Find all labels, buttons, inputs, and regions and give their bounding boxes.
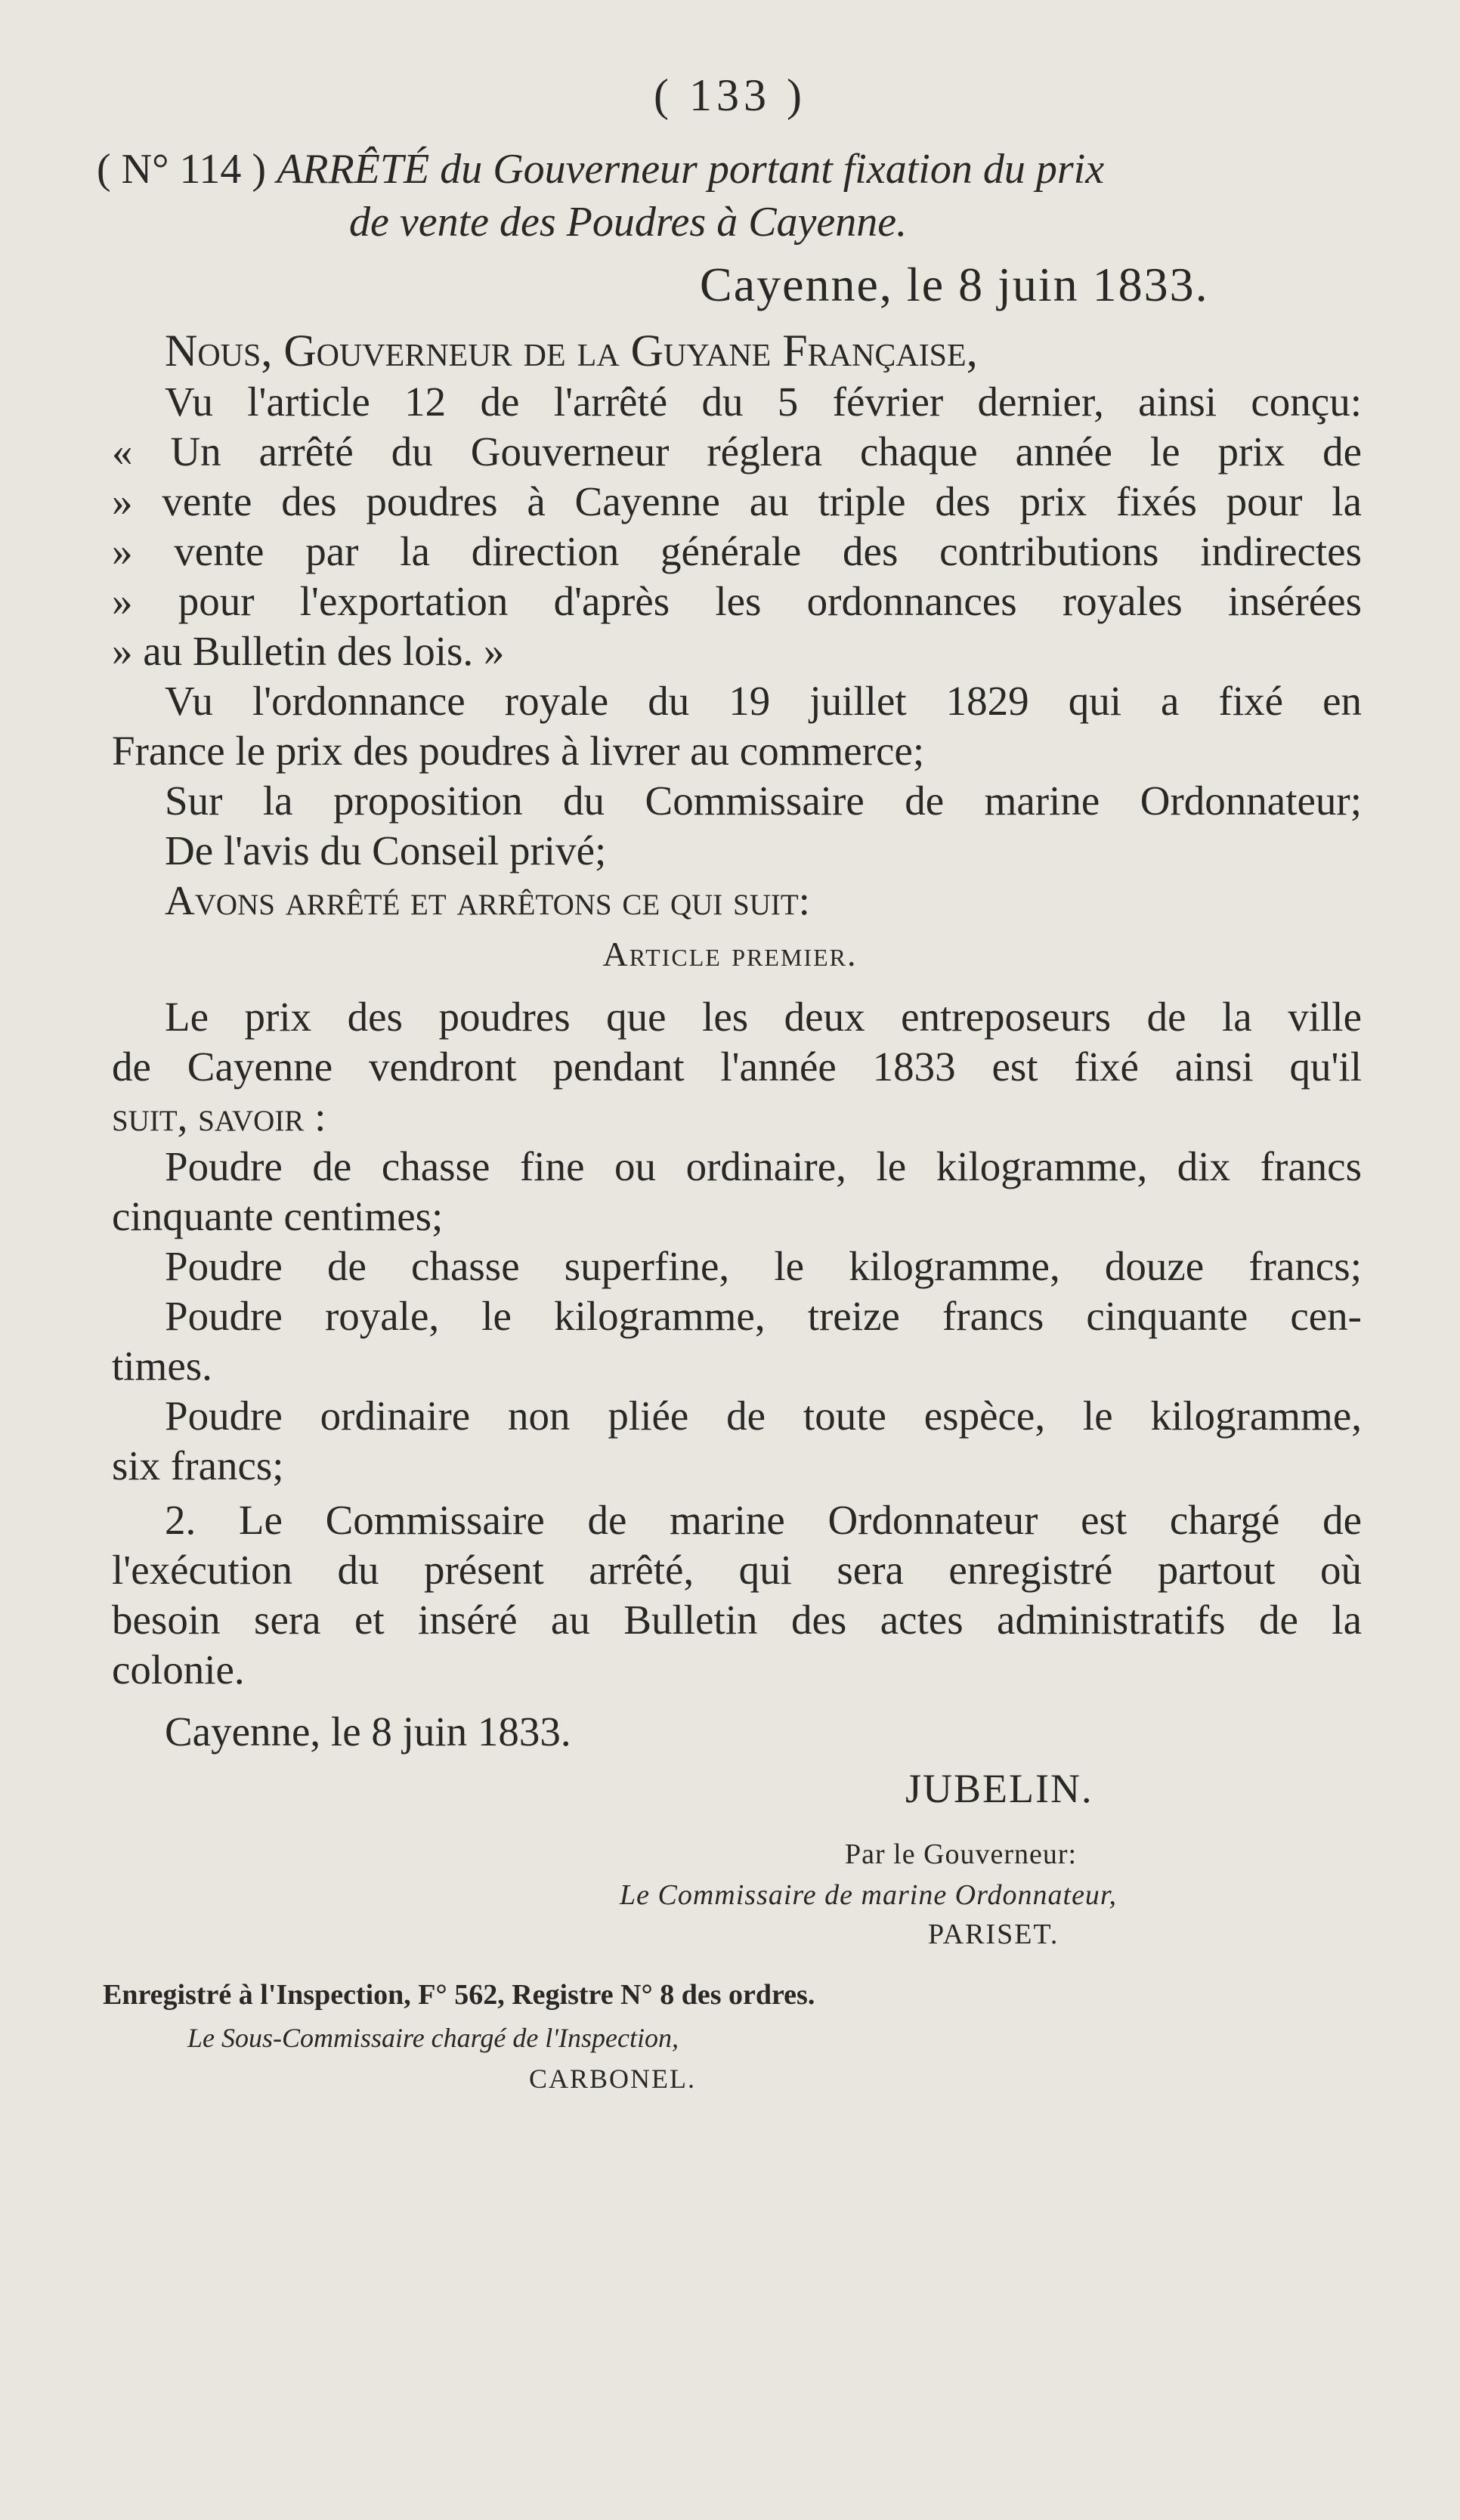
registration-line: Enregistré à l'Inspection, F° 562, Registre N° 8 des ordres. xyxy=(103,1979,815,2011)
quote-line: » vente des poudres à Cayenne au triple des prix fixés pour la xyxy=(112,478,1362,524)
signature-role: Le Commissaire de marine Ordonnateur, xyxy=(620,1879,1118,1911)
body-line: cinquante centimes; xyxy=(112,1193,444,1239)
body-line: colonie. xyxy=(112,1647,245,1693)
body-line: 2. Le Commissaire de marine Ordonnateur est chargé de xyxy=(165,1497,1362,1543)
body-line: Poudre de chasse fine ou ordinaire, le kilogramme, dix francs xyxy=(165,1143,1362,1189)
body-line: six francs; xyxy=(112,1442,284,1489)
body-line: Poudre royale, le kilogramme, treize francs cinquante cen- xyxy=(165,1293,1362,1339)
body-line: Poudre ordinaire non pliée de toute espèce, le kilogramme, xyxy=(165,1393,1362,1439)
heading-line-1 xyxy=(97,142,1104,196)
registration-name: CARBONEL. xyxy=(529,2064,697,2094)
quote-line: » au Bulletin des lois. » xyxy=(112,628,505,674)
arrete-title-1: ARRÊTÉ du Gouverneur portant fixation du prix xyxy=(277,146,1105,193)
closing-dateline: Cayenne, le 8 juin 1833. xyxy=(165,1708,571,1755)
body-line: de Cayenne vendront pendant l'année 1833 est fixé ainsi qu'il xyxy=(112,1044,1362,1090)
preamble-nous: Nous, Gouverneur de la Guyane Française, xyxy=(165,326,978,376)
body-line: times. xyxy=(112,1343,212,1389)
quote-line: « Un arrêté du Gouverneur réglera chaque année le prix de xyxy=(112,428,1362,475)
article-heading: Article premier. xyxy=(602,935,858,973)
signature-by: Par le Gouverneur: xyxy=(845,1838,1078,1870)
quote-line: » pour l'exportation d'après les ordonnances royales insérées xyxy=(112,578,1362,624)
body-line: Vu l'ordonnance royale du 19 juillet 1829 qui a fixé en xyxy=(165,678,1362,724)
page-number: ( 133 ) xyxy=(654,70,806,120)
body-line: Poudre de chasse superfine, le kilogramme, douze francs; xyxy=(165,1243,1362,1289)
body-line: l'exécution du présent arrêté, qui sera enregistré partout où xyxy=(112,1547,1362,1593)
body-line: De l'avis du Conseil privé; xyxy=(165,827,607,873)
avons-arrete: Avons arrêté et arrêtons ce qui suit: xyxy=(165,877,810,923)
body-line: besoin sera et inséré au Bulletin des actes administratifs de la xyxy=(112,1597,1362,1643)
body-line: suit, savoir : xyxy=(112,1093,326,1139)
dateline: Cayenne, le 8 juin 1833. xyxy=(700,258,1209,311)
signature-name: JUBELIN. xyxy=(905,1766,1093,1811)
body-line: Sur la proposition du Commissaire de marine Ordonnateur; xyxy=(165,778,1362,824)
quote-line: » vente par la direction générale des contributions indirectes xyxy=(112,528,1362,574)
countersign-name: PARISET. xyxy=(928,1919,1059,1950)
arrete-number: ( N° 114 ) xyxy=(97,146,267,193)
body-line: France le prix des poudres à livrer au commerce; xyxy=(112,728,925,774)
arrete-title-2: de vente des Poudres à Cayenne. xyxy=(349,199,908,246)
body-line: Le prix des poudres que les deux entreposeurs de la ville xyxy=(165,994,1362,1040)
registration-officer: Le Sous-Commissaire chargé de l'Inspection, xyxy=(187,2023,679,2053)
body-line: Vu l'article 12 de l'arrêté du 5 février dernier, ainsi conçu: xyxy=(165,379,1362,425)
